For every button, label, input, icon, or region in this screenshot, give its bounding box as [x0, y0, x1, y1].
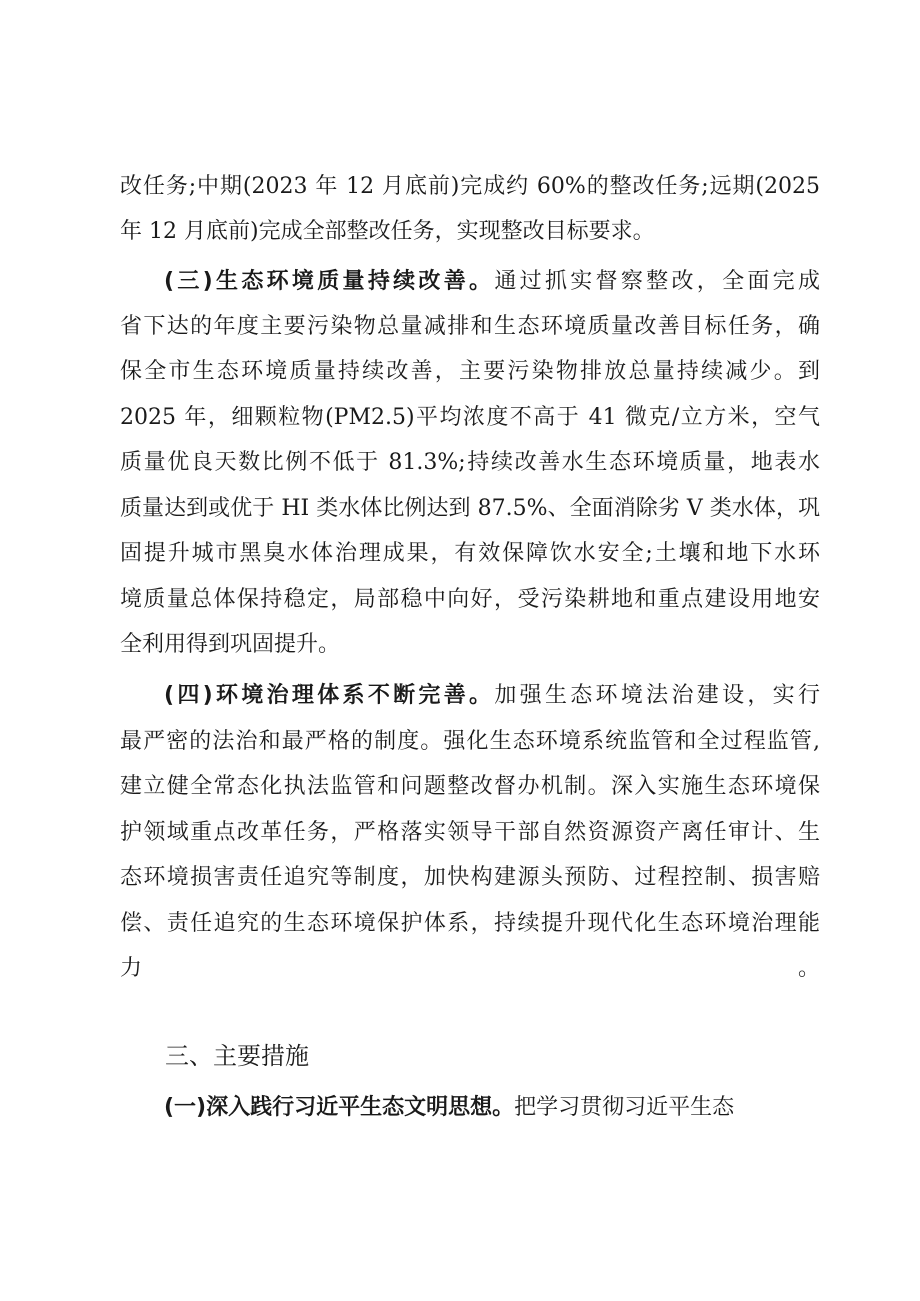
paragraph-line: 最严密的法治和最严格的制度。强化生态环境系统监管和全过程监管,	[120, 729, 820, 754]
section-4-first-line	[120, 676, 820, 716]
paragraph-line: 保全市生态环境质量持续改善，主要污染物排放总量持续减少。到	[120, 359, 820, 384]
section-3-heading: (三)生态环境质量持续改善。	[164, 269, 495, 294]
paragraph-line: 偿、责任追究的生态环境保护体系，持续提升现代化生态环境治理能	[120, 911, 820, 936]
section-4-heading: (四)环境治理体系不断完善。	[164, 683, 495, 708]
paragraph-line: 全利用得到巩固提升。	[120, 632, 341, 657]
paragraph-line	[120, 994, 820, 1034]
paragraph-line: 质量优良天数比例不低于 81.3%;持续改善水生态环境质量，地表水	[120, 450, 820, 475]
section-4-text: 加强生态环境法治建设，实行	[494, 683, 820, 708]
section-heading: 三、主要措施	[165, 1042, 309, 1070]
paragraph-line: 建立健全常态化执法监管和问题整改督办机制。深入实施生态环境保	[120, 774, 820, 799]
paragraph-line: 力。	[120, 956, 820, 981]
paragraph-line: 境质量总体保持稳定，局部稳中向好，受污染耕地和重点建设用地安	[120, 587, 820, 612]
paragraph-line: 固提升城市黑臭水体治理成果，有效保障饮水安全;土壤和地下水环	[120, 541, 820, 566]
section-3-text: 通过抓实督察整改，全面完成	[494, 269, 820, 294]
section-3-first-line	[120, 262, 820, 302]
subsection-1-heading: (一)深入践行习近平生态文明思想。	[164, 1095, 515, 1120]
paragraph-line: 2025 年，细颗粒物(PM2.5)平均浓度不高于 41 微克/立方米，空气	[120, 405, 820, 430]
paragraph-line: 改任务;中期(2023 年 12 月底前)完成约 60%的整改任务;远期(2025	[120, 174, 820, 199]
paragraph-line: 护领域重点改革任务，严格落实领导干部自然资源资产离任审计、生	[120, 820, 820, 845]
subsection-1-first-line	[120, 1088, 820, 1128]
paragraph-line: 年 12 月底前)完成全部整改任务，实现整改目标要求。	[120, 219, 655, 244]
paragraph-line: 质量达到或优于 HI 类水体比例达到 87.5%、全面消除劣 V 类水体，巩	[120, 496, 820, 521]
subsection-1-text: 把学习贯彻习近平生态	[514, 1095, 735, 1120]
paragraph-line: 态环境损害责任追究等制度，加快构建源头预防、过程控制、损害赔	[120, 865, 820, 890]
paragraph-line: 省下达的年度主要污染物总量减排和生态环境质量改善目标任务，确	[120, 314, 820, 339]
